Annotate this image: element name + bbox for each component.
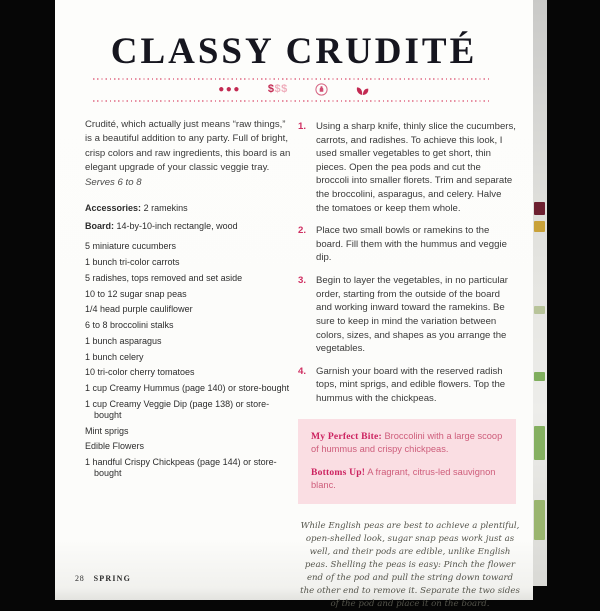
bottoms-up-text: A fragrant, citrus-led sauvignon blanc. — [311, 467, 496, 491]
board-value: 14-by-10-inch rectangle, wood — [116, 221, 238, 232]
step-item — [298, 365, 516, 406]
accessories-value: 2 ramekins — [143, 202, 188, 213]
ingredient-item: Mint sprigs — [85, 425, 129, 436]
bottoms-up-label: Bottoms Up! — [311, 467, 366, 479]
cost-dollars-muted: $$ — [274, 83, 288, 95]
section-name: SPRING — [93, 574, 132, 583]
ingredient-list — [85, 241, 295, 479]
fore-edge-speck — [534, 426, 545, 460]
dotted-divider-top — [93, 78, 491, 80]
step-item — [298, 274, 516, 356]
perfect-bite-text: Broccolini with a large scoop of hummus and crispy chickpeas. — [311, 430, 503, 454]
ingredient-item: 10 to 12 sugar snap peas — [85, 288, 187, 299]
ingredient-item: 1 bunch celery — [85, 351, 144, 362]
intro-text: Crudité, which actually just means “raw things,” is a beautiful addition to any party. Full of bright, crisp colors and raw ingredients, this board is an elegant upgrade of your classic veggie tray. — [85, 119, 291, 174]
handwritten-note: While English peas are best to achieve a plentiful, open-shelled look, sugar snap peas work just as well, and their pods are edible, unlike English peas. Shelling the peas is easy: Pinch the flower end of the pod and pull the string down toward the other end to remove it. Separate the two sides of the pod and place it on the board. — [300, 521, 520, 609]
step-number: 1. — [298, 121, 307, 132]
page-footer — [75, 574, 131, 583]
ingredient-item: 5 miniature cucumbers — [85, 241, 177, 252]
ingredient-item: 1 handful Crispy Chickpeas (page 144) or store-bought — [85, 457, 277, 479]
step-text: Begin to layer the vegetables, in no particular order, starting from the outside of the board and working inward toward the ramekins. Be sure to keep in mind the variation between colors, sizes, and shapes as you arrange the vegetables. — [316, 275, 508, 355]
perfect-bite-line — [311, 430, 503, 456]
fore-edge-speck — [534, 500, 545, 540]
fore-edge-speck — [534, 372, 545, 381]
fore-edge-speck — [534, 202, 545, 215]
ingredient-item: 1 cup Creamy Hummus (page 140) or store-bought — [85, 383, 290, 394]
ingredient-item: 1 cup Creamy Veggie Dip (page 138) or store-bought — [85, 398, 270, 420]
dotted-divider-bottom — [93, 100, 491, 102]
ingredient-item: 1 bunch tri-color carrots — [85, 257, 180, 267]
accessories-line — [85, 202, 295, 214]
step-item — [298, 120, 516, 215]
board-line — [85, 220, 295, 232]
instructions-column — [298, 118, 520, 611]
step-list — [298, 120, 516, 406]
step-number: 3. — [298, 275, 307, 287]
step-number: 4. — [298, 365, 307, 377]
recipe-badge-row — [55, 81, 533, 98]
ingredient-item: 1 bunch asparagus — [85, 335, 162, 346]
butterfly-icon — [355, 84, 370, 96]
difficulty-dots-icon: ●●● — [218, 83, 241, 95]
step-text: Using a sharp knife, thinly slice the cucumbers, carrots, and radishes. To achieve this look, I used smaller vegetables to get short, thin pieces. Open the pea pods and cut the broccoli into smaller florets. Trim and separate the broccolini, asparagus, and celery. Halve the tomatoes or keep them whole. — [316, 121, 516, 214]
step-number: 2. — [298, 225, 307, 237]
book-fore-edge — [533, 0, 547, 586]
accessories-label: Accessories: — [85, 202, 142, 213]
ingredient-item: 6 to 8 broccolini stalks — [85, 320, 174, 331]
step-text: Garnish your board with the reserved radish tops, mint sprigs, and edible flowers. Top the hummus with the chickpeas. — [316, 365, 506, 404]
fore-edge-speck — [534, 221, 545, 232]
serves-text: Serves 6 to 8 — [85, 176, 142, 188]
ingredient-item: Edible Flowers — [85, 441, 145, 452]
ingredient-item: 1/4 head purple cauliflower — [85, 304, 193, 315]
board-label: Board: — [85, 221, 114, 232]
drink-bottle-icon — [315, 83, 328, 96]
cost-dollars-icon — [268, 84, 288, 95]
intro-paragraph — [85, 118, 295, 190]
book-page — [55, 0, 533, 609]
tips-callout-box — [298, 419, 516, 505]
bottoms-up-line — [311, 466, 503, 492]
step-item — [298, 224, 516, 265]
ingredients-column — [85, 118, 295, 484]
page-title: CLASSY CRUDITÉ — [110, 31, 478, 72]
ingredient-item: 10 tri-color cherry tomatoes — [85, 367, 195, 378]
cost-dollar-filled: $ — [267, 83, 275, 95]
step-text: Place two small bowls or ramekins to the board. Fill them with the hummus and veggie dip. — [316, 225, 507, 264]
perfect-bite-label: My Perfect Bite: — [311, 430, 382, 442]
page-number: 28 — [75, 574, 85, 583]
ingredient-item: 5 radishes, tops removed and set aside — [85, 272, 243, 283]
fore-edge-speck — [534, 306, 545, 314]
